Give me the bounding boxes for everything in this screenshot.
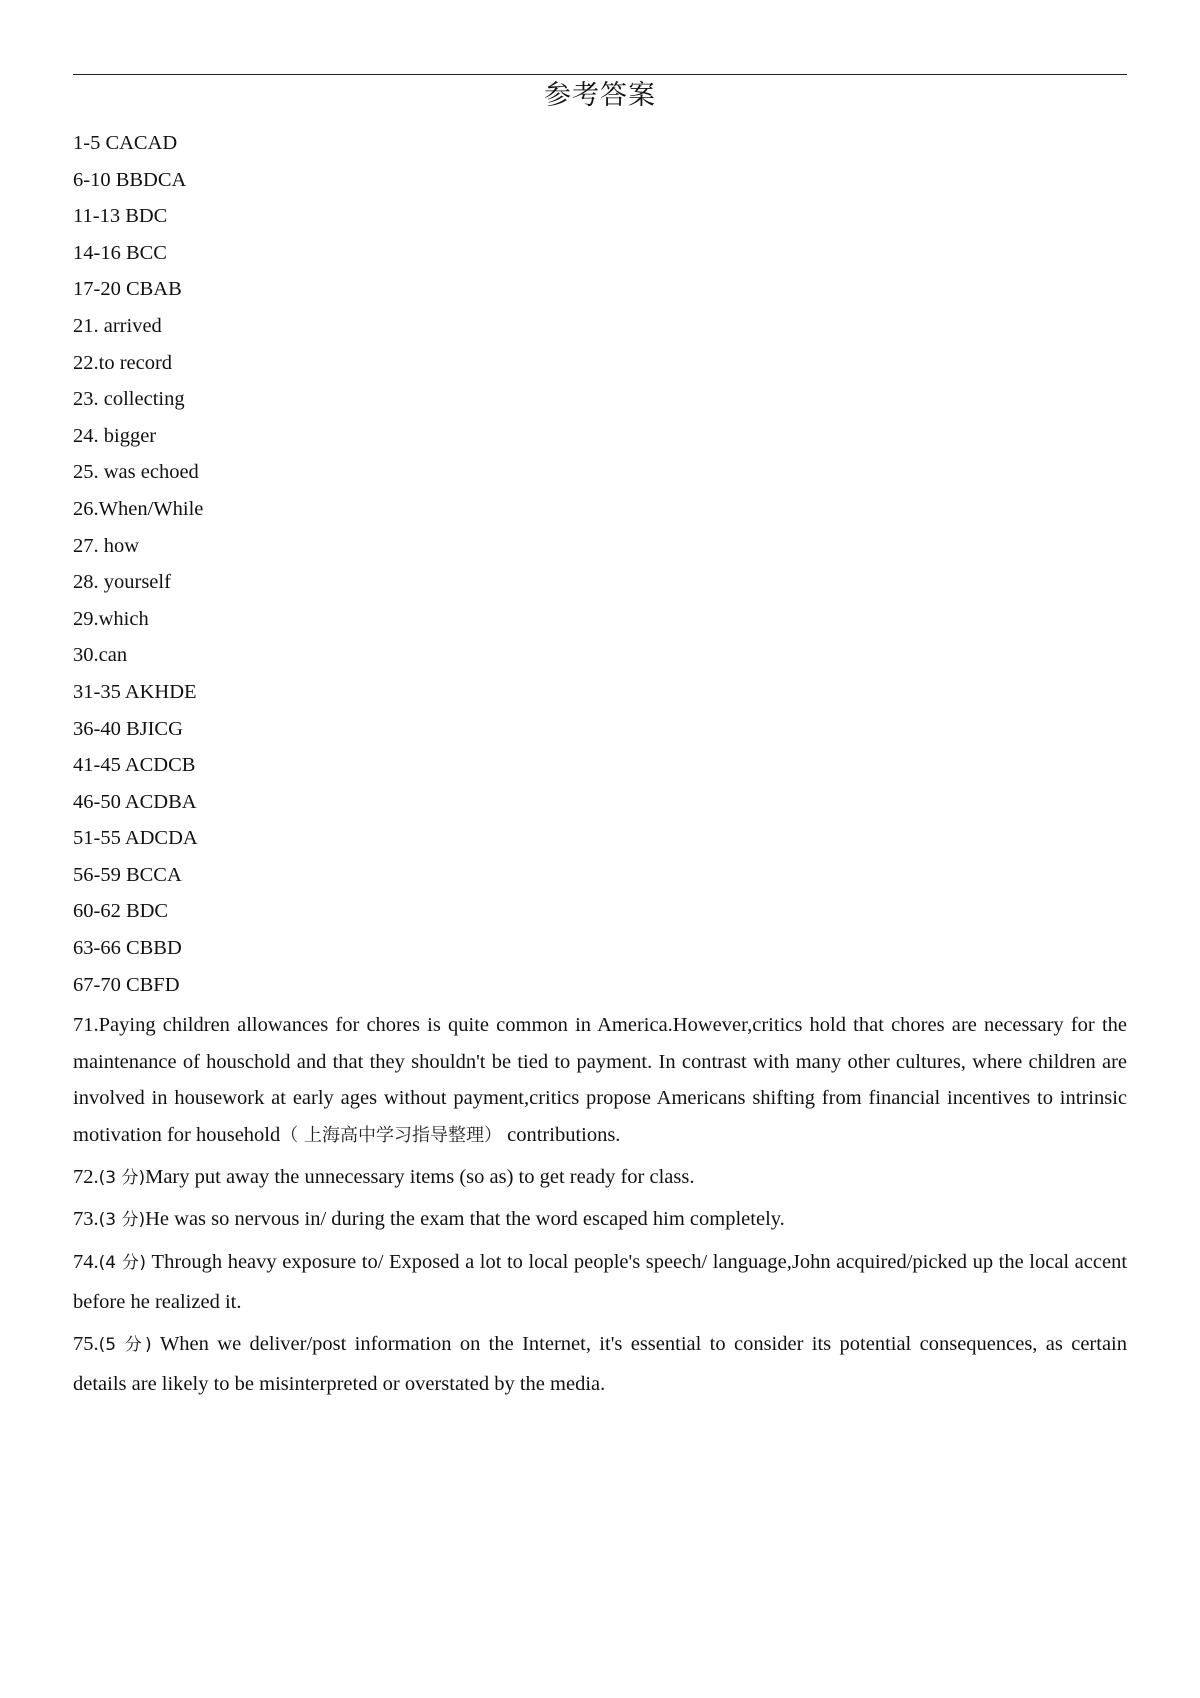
answer-line: 21. arrived (73, 314, 162, 337)
answer-line: 28. yourself (73, 571, 171, 594)
answer-line: 29.which (73, 607, 149, 630)
source-watermark: （ 上海高中学习指导整理） (280, 1124, 502, 1146)
score-label: (3 分) (98, 1168, 146, 1188)
answer-line: 14-16 BCC (73, 241, 167, 264)
answer-71-text: 71.Paying children allowances for chores is quite common in America.However,critics hold that chores are necessary for the maintenance of houschold and that they shouldn't be tied to payment. In contrast with many other cultures, where children are involved in housework at early ages without payment,critics propose Americans shifting from financial incentives to intrinsic motivation for household (73, 1014, 1127, 1146)
answer-line: 27. how (73, 534, 140, 557)
short-answer-list (73, 128, 203, 1006)
score-label: (5 分) (98, 1335, 152, 1355)
written-answers (73, 1007, 1127, 1404)
answer-line: 17-20 CBAB (73, 278, 182, 301)
answer-71 (73, 1007, 1127, 1154)
page-title: 参考答案 (544, 80, 656, 111)
answer-line: 11-13 BDC (73, 205, 168, 228)
answer-line: 23. collecting (73, 388, 185, 411)
answer-line: 26.When/While (73, 497, 204, 520)
answer-line: 1-5 CACAD (73, 132, 178, 154)
answer-line: 36-40 BJICG (73, 717, 183, 740)
answer-line: 6-10 BBDCA (73, 168, 187, 191)
question-number: 73. (73, 1208, 99, 1230)
answer-text: He was so nervous in/ during the exam that the word escaped him completely. (145, 1208, 785, 1230)
answer-line: 56-59 BCCA (73, 863, 182, 886)
answer-74 (73, 1243, 1127, 1322)
answer-73 (73, 1201, 1127, 1238)
answer-text: When we deliver/post information on the Internet, it's essential to consider its potential consequences, as certain details are likely to be misinterpreted or overstated by the media. (73, 1333, 1127, 1395)
answer-line: 22.to record (73, 351, 173, 374)
score-label: (4 分) (98, 1253, 146, 1273)
answer-line: 41-45 ACDCB (73, 754, 196, 777)
answer-line: 67-70 CBFD (73, 973, 180, 996)
answer-line: 63-66 CBBD (73, 937, 182, 960)
answer-line: 30.can (73, 644, 128, 667)
answer-line: 31-35 AKHDE (73, 680, 197, 703)
answer-line: 24. bigger (73, 424, 157, 447)
header-rule (73, 74, 1127, 75)
question-number: 75. (73, 1333, 99, 1355)
answer-line: 25. was echoed (73, 461, 199, 484)
answer-line: 60-62 BDC (73, 900, 169, 923)
score-label: (3 分) (98, 1210, 146, 1230)
question-number: 74. (73, 1251, 99, 1273)
answer-72 (73, 1159, 1127, 1196)
answer-75 (73, 1325, 1127, 1404)
answer-line: 51-55 ADCDA (73, 827, 198, 850)
question-number: 72. (73, 1166, 99, 1188)
answer-line: 46-50 ACDBA (73, 790, 197, 813)
answer-text: Through heavy exposure to/ Exposed a lot to local people's speech/ language,John acquired/picked up the local accent before he realized it. (73, 1251, 1128, 1313)
answer-71-ending: contributions. (502, 1123, 621, 1146)
answer-text: Mary put away the unnecessary items (so as) to get ready for class. (145, 1166, 695, 1188)
